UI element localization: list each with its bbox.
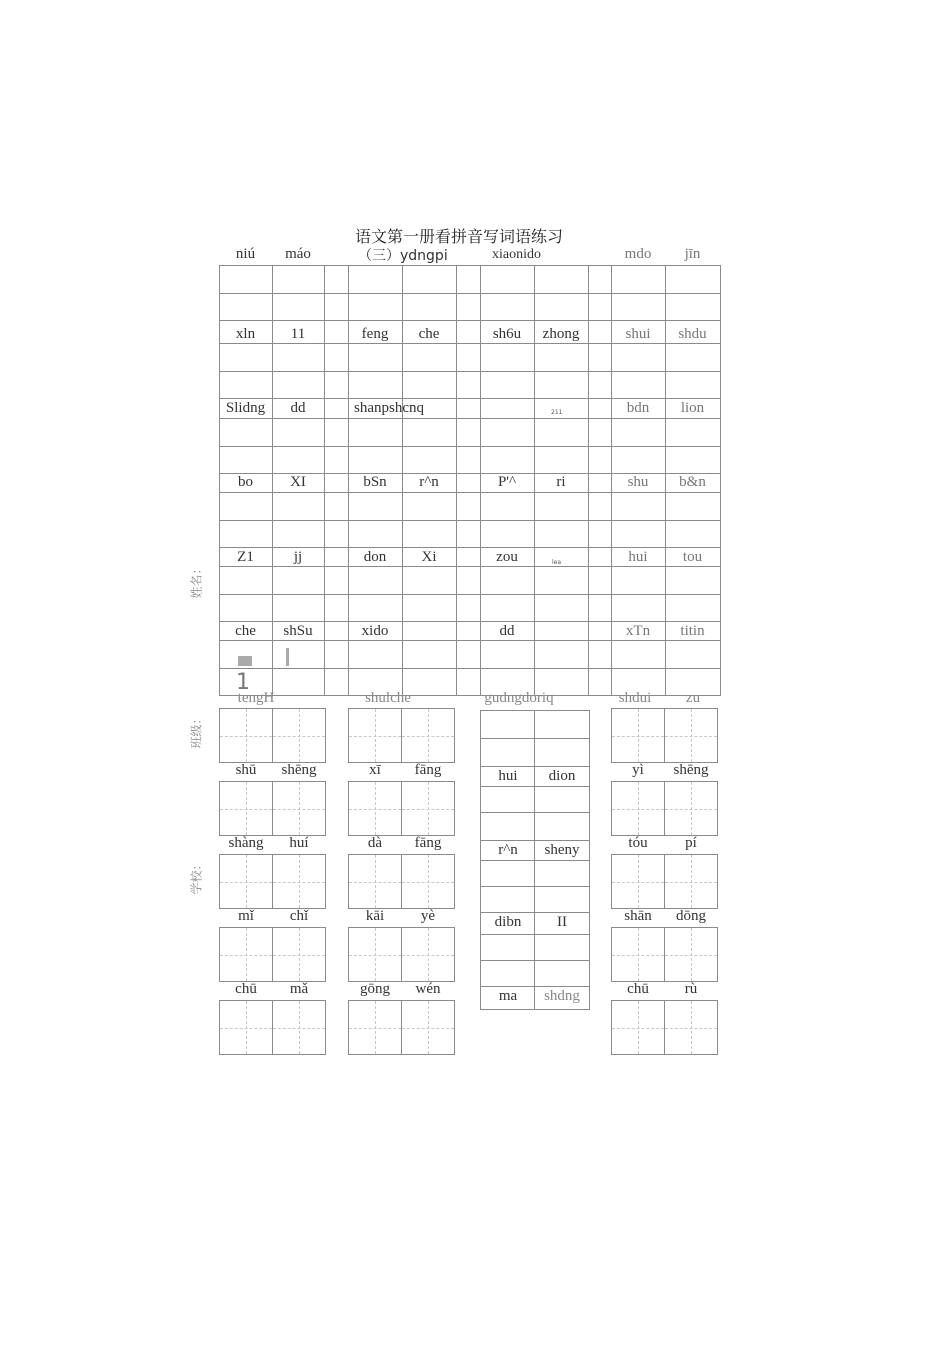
writing-box (219, 708, 326, 763)
pinyin-label: gōng (360, 981, 390, 997)
writing-box (611, 854, 718, 909)
writing-cell (220, 928, 273, 981)
column-rule (480, 886, 590, 887)
writing-cell (665, 855, 718, 908)
pinyin-label: xln (235, 326, 256, 342)
pinyin-label: máo (285, 246, 311, 262)
writing-cell (220, 1001, 273, 1054)
pinyin-label: kāi (365, 908, 385, 924)
writing-box (219, 927, 326, 982)
writing-box (348, 1000, 455, 1055)
pinyin-label: dà (367, 835, 383, 851)
writing-cell (612, 928, 665, 981)
pinyin-label: II (557, 914, 567, 930)
pinyin-label: shēng (673, 762, 709, 778)
pinyin-label: mǐ (238, 908, 254, 924)
column-rule (480, 860, 590, 861)
pinyin-label: r^n (419, 474, 439, 490)
column-rule (480, 812, 590, 813)
scan-mark (286, 648, 289, 666)
writing-cell (402, 782, 455, 835)
pinyin-label: XI (290, 474, 306, 490)
writing-cell (665, 782, 718, 835)
pinyin-label: bdn (626, 400, 650, 416)
table-rule (219, 594, 721, 595)
writing-cell (349, 855, 402, 908)
pinyin-label: hui (498, 768, 518, 784)
pinyin-label: bo (238, 474, 253, 490)
pinyin-label: chū (235, 981, 257, 997)
writing-cell (220, 782, 273, 835)
pinyin-label: zu (685, 690, 701, 706)
table-rule (588, 265, 589, 695)
table-rule (219, 371, 721, 372)
writing-box (611, 708, 718, 763)
writing-cell (273, 709, 326, 762)
pinyin-label: yì (632, 762, 644, 778)
writing-cell (402, 709, 455, 762)
table-rule (219, 668, 721, 669)
subtitle-left: （三）ydngpi (358, 248, 448, 264)
pinyin-label: yè (420, 908, 436, 924)
name-label: 姓名： (189, 562, 204, 599)
pinyin-label: tengH (237, 690, 275, 706)
pinyin-label: dibn (494, 914, 522, 930)
table-rule (219, 566, 721, 567)
pinyin-label: chǐ (289, 908, 309, 924)
table-rule (219, 265, 721, 266)
stray-digit: 1 (236, 670, 250, 695)
writing-cell (402, 1001, 455, 1054)
writing-box (348, 854, 455, 909)
pinyin-label: mdo (624, 246, 652, 262)
column-rule (480, 766, 590, 767)
pinyin-label: bSn (363, 474, 387, 490)
writing-cell (665, 709, 718, 762)
pinyin-label: xido (361, 623, 389, 639)
pinyin-label: shàng (228, 835, 264, 851)
pinyin-label: P'^ (497, 474, 517, 490)
pinyin-label: shān (624, 908, 652, 924)
pinyin-label: shdng (544, 988, 580, 1004)
pinyin-label: shanpshcnq (354, 400, 424, 416)
pinyin-label: mǎ (289, 981, 309, 997)
scan-mark (238, 656, 252, 666)
writing-cell (612, 709, 665, 762)
pinyin-label: dion (548, 768, 576, 784)
writing-box (611, 1000, 718, 1055)
pinyin-label: Slidng (225, 400, 266, 416)
pinyin-label: shdui (618, 690, 652, 706)
pinyin-label: shdu (678, 326, 707, 342)
pinyin-label: don (363, 549, 387, 565)
table-rule (219, 398, 721, 399)
pinyin-label: titin (680, 623, 705, 639)
pinyin-label: wén (415, 981, 441, 997)
writing-box (348, 708, 455, 763)
table-rule (219, 621, 721, 622)
page-title: 语文第一册看拼音写词语练习 (355, 227, 564, 246)
writing-cell (612, 782, 665, 835)
pinyin-label: ma (498, 988, 518, 1004)
table-rule (324, 265, 325, 695)
table-rule (219, 695, 721, 696)
table-rule (219, 293, 721, 294)
pinyin-label: che (418, 326, 440, 342)
table-rule (219, 640, 721, 641)
writing-cell (402, 928, 455, 981)
pinyin-label: shēng (281, 762, 317, 778)
pinyin-label: hui (628, 549, 648, 565)
writing-box (348, 781, 455, 836)
writing-cell (402, 855, 455, 908)
table-rule (456, 265, 457, 695)
writing-cell (349, 709, 402, 762)
pinyin-label: jj (293, 549, 303, 565)
writing-cell (665, 1001, 718, 1054)
column-rule (480, 986, 590, 987)
table-rule (720, 265, 721, 695)
writing-cell (220, 855, 273, 908)
table-rule (219, 547, 721, 548)
writing-cell (612, 1001, 665, 1054)
pinyin-label: dd (290, 400, 306, 416)
table-rule (219, 492, 721, 493)
writing-box (611, 927, 718, 982)
pinyin-label: huí (289, 835, 309, 851)
pinyin-label: dōng (676, 908, 706, 924)
writing-cell (612, 855, 665, 908)
pinyin-label: r^n (498, 842, 518, 858)
subtitle-right: xiaonido (492, 247, 541, 262)
writing-cell (273, 1001, 326, 1054)
writing-cell (273, 928, 326, 981)
column-rule (480, 738, 590, 739)
class-label: 班级： (189, 712, 204, 749)
pinyin-label: dd (499, 623, 515, 639)
pinyin-label: niú (235, 246, 256, 262)
pinyin-label: lion (680, 400, 705, 416)
pinyin-label: shu (627, 474, 649, 490)
school-label: 学校： (189, 858, 204, 895)
pinyin-label: fāng (414, 762, 442, 778)
pinyin-label: pí (685, 835, 697, 851)
writing-box (219, 854, 326, 909)
pinyin-label: fāng (414, 835, 442, 851)
column-rule (480, 934, 590, 935)
pinyin-label: xTn (625, 623, 651, 639)
writing-cell (349, 928, 402, 981)
pinyin-label: Z1 (237, 549, 254, 565)
pinyin-label: jīn (684, 246, 701, 262)
writing-cell (273, 855, 326, 908)
writing-box (348, 927, 455, 982)
pinyin-label: che (235, 623, 256, 639)
pinyin-label: rù (684, 981, 698, 997)
pinyin-label: zhong (542, 326, 580, 342)
writing-cell (273, 782, 326, 835)
pinyin-label: tóu (628, 835, 648, 851)
pinyin-label: shulche (365, 690, 411, 706)
pinyin-label: xī (369, 762, 381, 778)
pinyin-label: ri (556, 474, 566, 490)
table-rule (219, 320, 721, 321)
stray-small-number: 211 (551, 409, 563, 416)
writing-cell (349, 1001, 402, 1054)
pinyin-label: shū (235, 762, 257, 778)
pinyin-label: sheny (544, 842, 580, 858)
table-rule (219, 446, 721, 447)
column-rule (480, 912, 590, 913)
column-rule (480, 840, 590, 841)
table-rule (219, 520, 721, 521)
writing-box (219, 781, 326, 836)
column-rule (480, 960, 590, 961)
pinyin-label: b&n (679, 474, 706, 490)
pinyin-label: gudngdoriq (484, 690, 554, 706)
pinyin-label: Xi (421, 549, 437, 565)
pinyin-label: shui (625, 326, 651, 342)
writing-box (219, 1000, 326, 1055)
writing-cell (665, 928, 718, 981)
pinyin-label: chū (627, 981, 649, 997)
writing-cell (220, 709, 273, 762)
pinyin-label: tou (682, 549, 703, 565)
column-rule (480, 786, 590, 787)
writing-cell (349, 782, 402, 835)
pinyin-label: feng (361, 326, 389, 342)
table-rule (219, 343, 721, 344)
table-rule (219, 418, 721, 419)
stray-small-text: lea (552, 559, 562, 566)
pinyin-label: 11 (290, 326, 306, 342)
writing-box (611, 781, 718, 836)
pinyin-label: sh6u (492, 326, 522, 342)
page-subtitle (358, 245, 448, 265)
pinyin-label: shSu (283, 623, 313, 639)
pinyin-label: zou (496, 549, 518, 565)
